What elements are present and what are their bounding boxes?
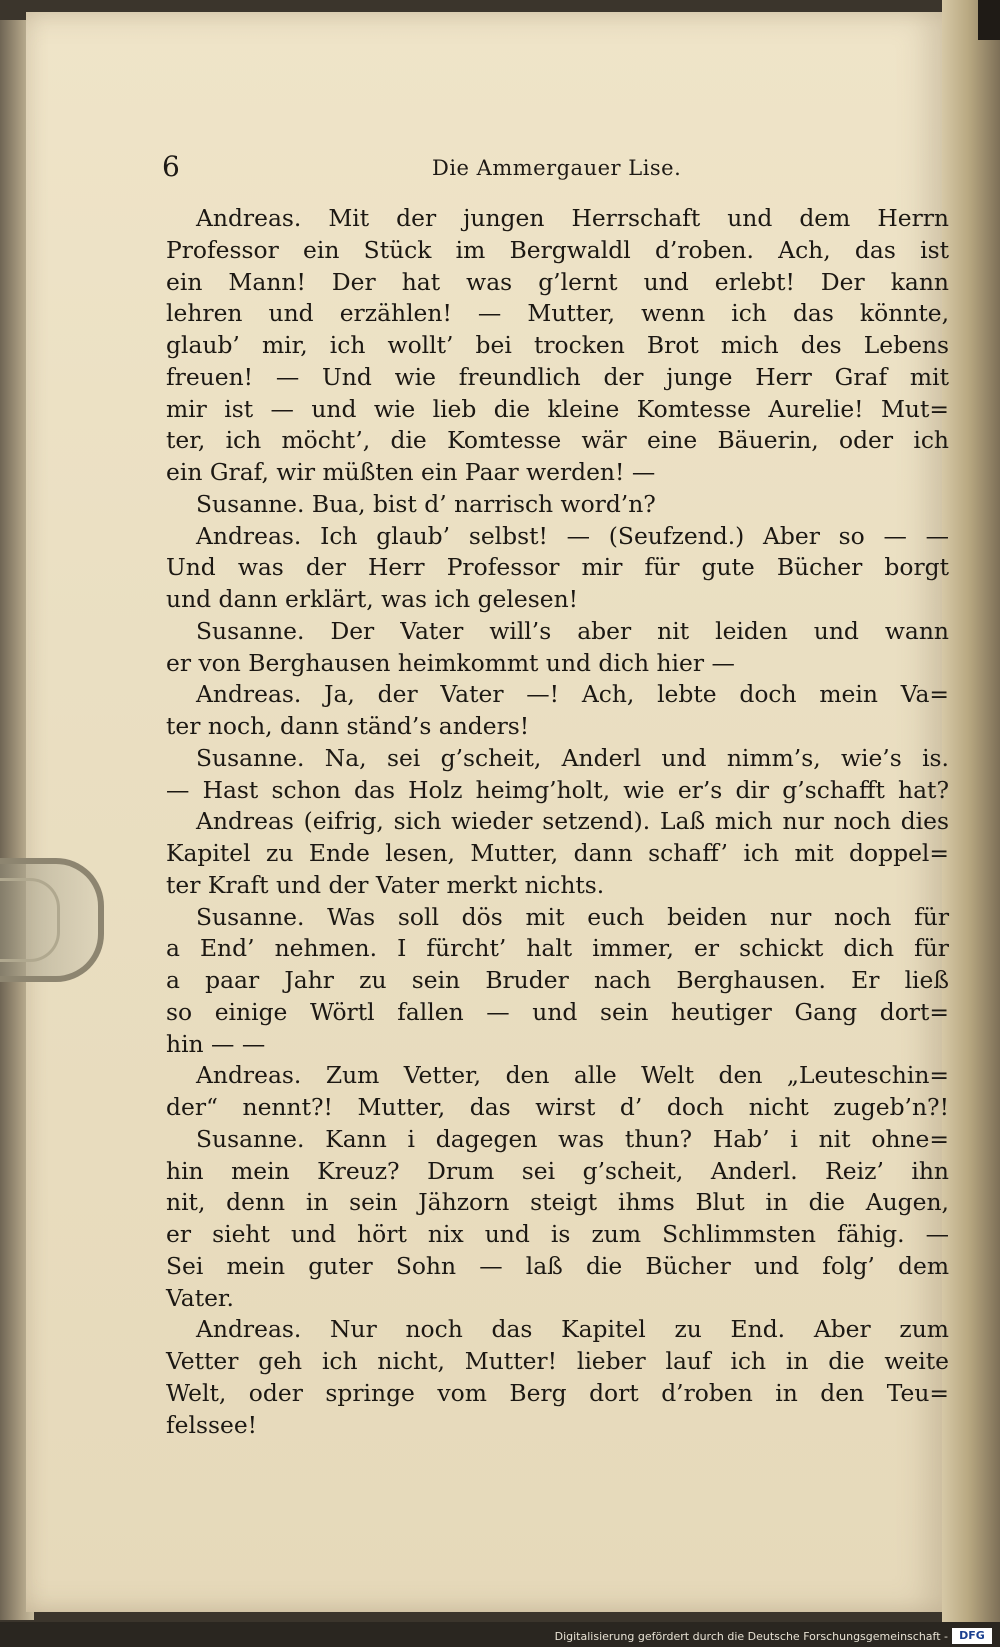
page-number: 6 xyxy=(162,150,180,183)
text-line: Professor ein Stück im Bergwaldl d’roben. Ach, das ist xyxy=(166,235,949,264)
text-line: ter noch, dann ständ’s anders! xyxy=(166,712,530,740)
text-line: Andreas. Nur noch das Kapitel zu End. Aber zum xyxy=(196,1315,949,1344)
text-line: Andreas (eifrig, sich wieder setzend). Laß mich nur noch dies xyxy=(196,807,949,836)
corner-shadow xyxy=(978,0,1000,40)
text-line: Kapitel zu Ende lesen, Mutter, dann schaff’ ich mit doppel= xyxy=(166,839,949,867)
running-title: Die Ammergauer Lise. xyxy=(432,156,682,180)
text-line: Sei mein guter Sohn — laß die Bücher und folg’ dem xyxy=(166,1251,949,1280)
text-line: ein Graf, wir müßten ein Paar werden! — xyxy=(166,458,656,486)
text-line: nit, denn in sein Jähzorn steigt ihms Blut in die Augen, xyxy=(166,1188,949,1217)
text-line: er von Berghausen heimkommt und dich hier — xyxy=(166,648,735,677)
text-line: lehren und erzählen! — Mutter, wenn ich das könnte, xyxy=(166,299,949,328)
text-line: so einige Wörtl fallen — und sein heutiger Gang dort= xyxy=(166,997,949,1026)
text-line: Vetter geh ich nicht, Mutter! lieber lauf ich in die weite xyxy=(166,1347,949,1375)
text-line: Andreas. Ja, der Vater —! Ach, lebte doch mein Va= xyxy=(196,680,949,709)
text-line: felssee! xyxy=(166,1410,258,1439)
text-line: — Hast schon das Holz heimg’holt, wie er’s dir g’schafft hat? xyxy=(166,775,949,804)
text-line: hin mein Kreuz? Drum sei g’scheit, Anderl. Reiz’ ihn xyxy=(166,1156,949,1185)
text-line: a End’ nehmen. I fürcht’ halt immer, er schickt dich für xyxy=(166,934,949,963)
text-line: der“ nennt?! Mutter, das wirst d’ doch nicht zugeb’n?! xyxy=(166,1093,949,1121)
text-line: Susanne. Der Vater will’s aber nit leiden und wann xyxy=(196,616,949,645)
text-line: Susanne. Bua, bist d’ narrisch word’n? xyxy=(196,489,656,518)
text-line: Welt, oder springe vom Berg dort d’roben in den Teu= xyxy=(166,1378,949,1407)
text-line: Susanne. Was soll dös mit euch beiden nur noch für xyxy=(196,902,949,931)
text-line: glaub’ mir, ich wollt’ bei trocken Brot mich des Lebens xyxy=(166,331,949,359)
text-line: und dann erklärt, was ich gelesen! xyxy=(166,585,579,613)
text-line: Susanne. Na, sei g’scheit, Anderl und nimm’s, wie’s is. xyxy=(196,743,949,772)
page-body-text xyxy=(166,203,949,1441)
text-line: Andreas. Ich glaub’ selbst! — (Seufzend.) Aber so — — xyxy=(196,521,949,550)
digitization-credit: Digitalisierung gefördert durch die Deutsche Forschungsgemeinschaft - xyxy=(554,1630,948,1643)
text-line: ter, ich möcht’, die Komtesse wär eine Bäuerin, oder ich xyxy=(166,426,949,455)
page-header xyxy=(162,150,862,190)
text-line: ein Mann! Der hat was g’lernt und erlebt! Der kann xyxy=(166,267,949,296)
text-line: Und was der Herr Professor mir für gute Bücher borgt xyxy=(166,553,949,582)
text-line: ter Kraft und der Vater merkt nichts. xyxy=(166,870,605,899)
text-line: Andreas. Mit der jungen Herrschaft und dem Herrn xyxy=(196,204,949,232)
paper-clip-inner xyxy=(0,878,60,962)
text-line: Susanne. Kann i dagegen was thun? Hab’ i nit ohne= xyxy=(196,1124,949,1153)
text-line: mir ist — und wie lieb die kleine Komtesse Aurelie! Mut= xyxy=(166,394,949,423)
dfg-logo: DFG xyxy=(952,1628,992,1644)
text-line: freuen! — Und wie freundlich der junge Herr Graf mit xyxy=(166,362,949,391)
text-line: a paar Jahr zu sein Bruder nach Berghausen. Er ließ xyxy=(166,966,949,994)
text-line: hin — — xyxy=(166,1029,266,1058)
text-line: Andreas. Zum Vetter, den alle Welt den „Leuteschin= xyxy=(196,1061,949,1090)
text-line: Vater. xyxy=(166,1283,234,1312)
book-spine-edge xyxy=(942,0,1000,1647)
text-line: er sieht und hört nix und is zum Schlimmsten fähig. — xyxy=(166,1220,949,1248)
